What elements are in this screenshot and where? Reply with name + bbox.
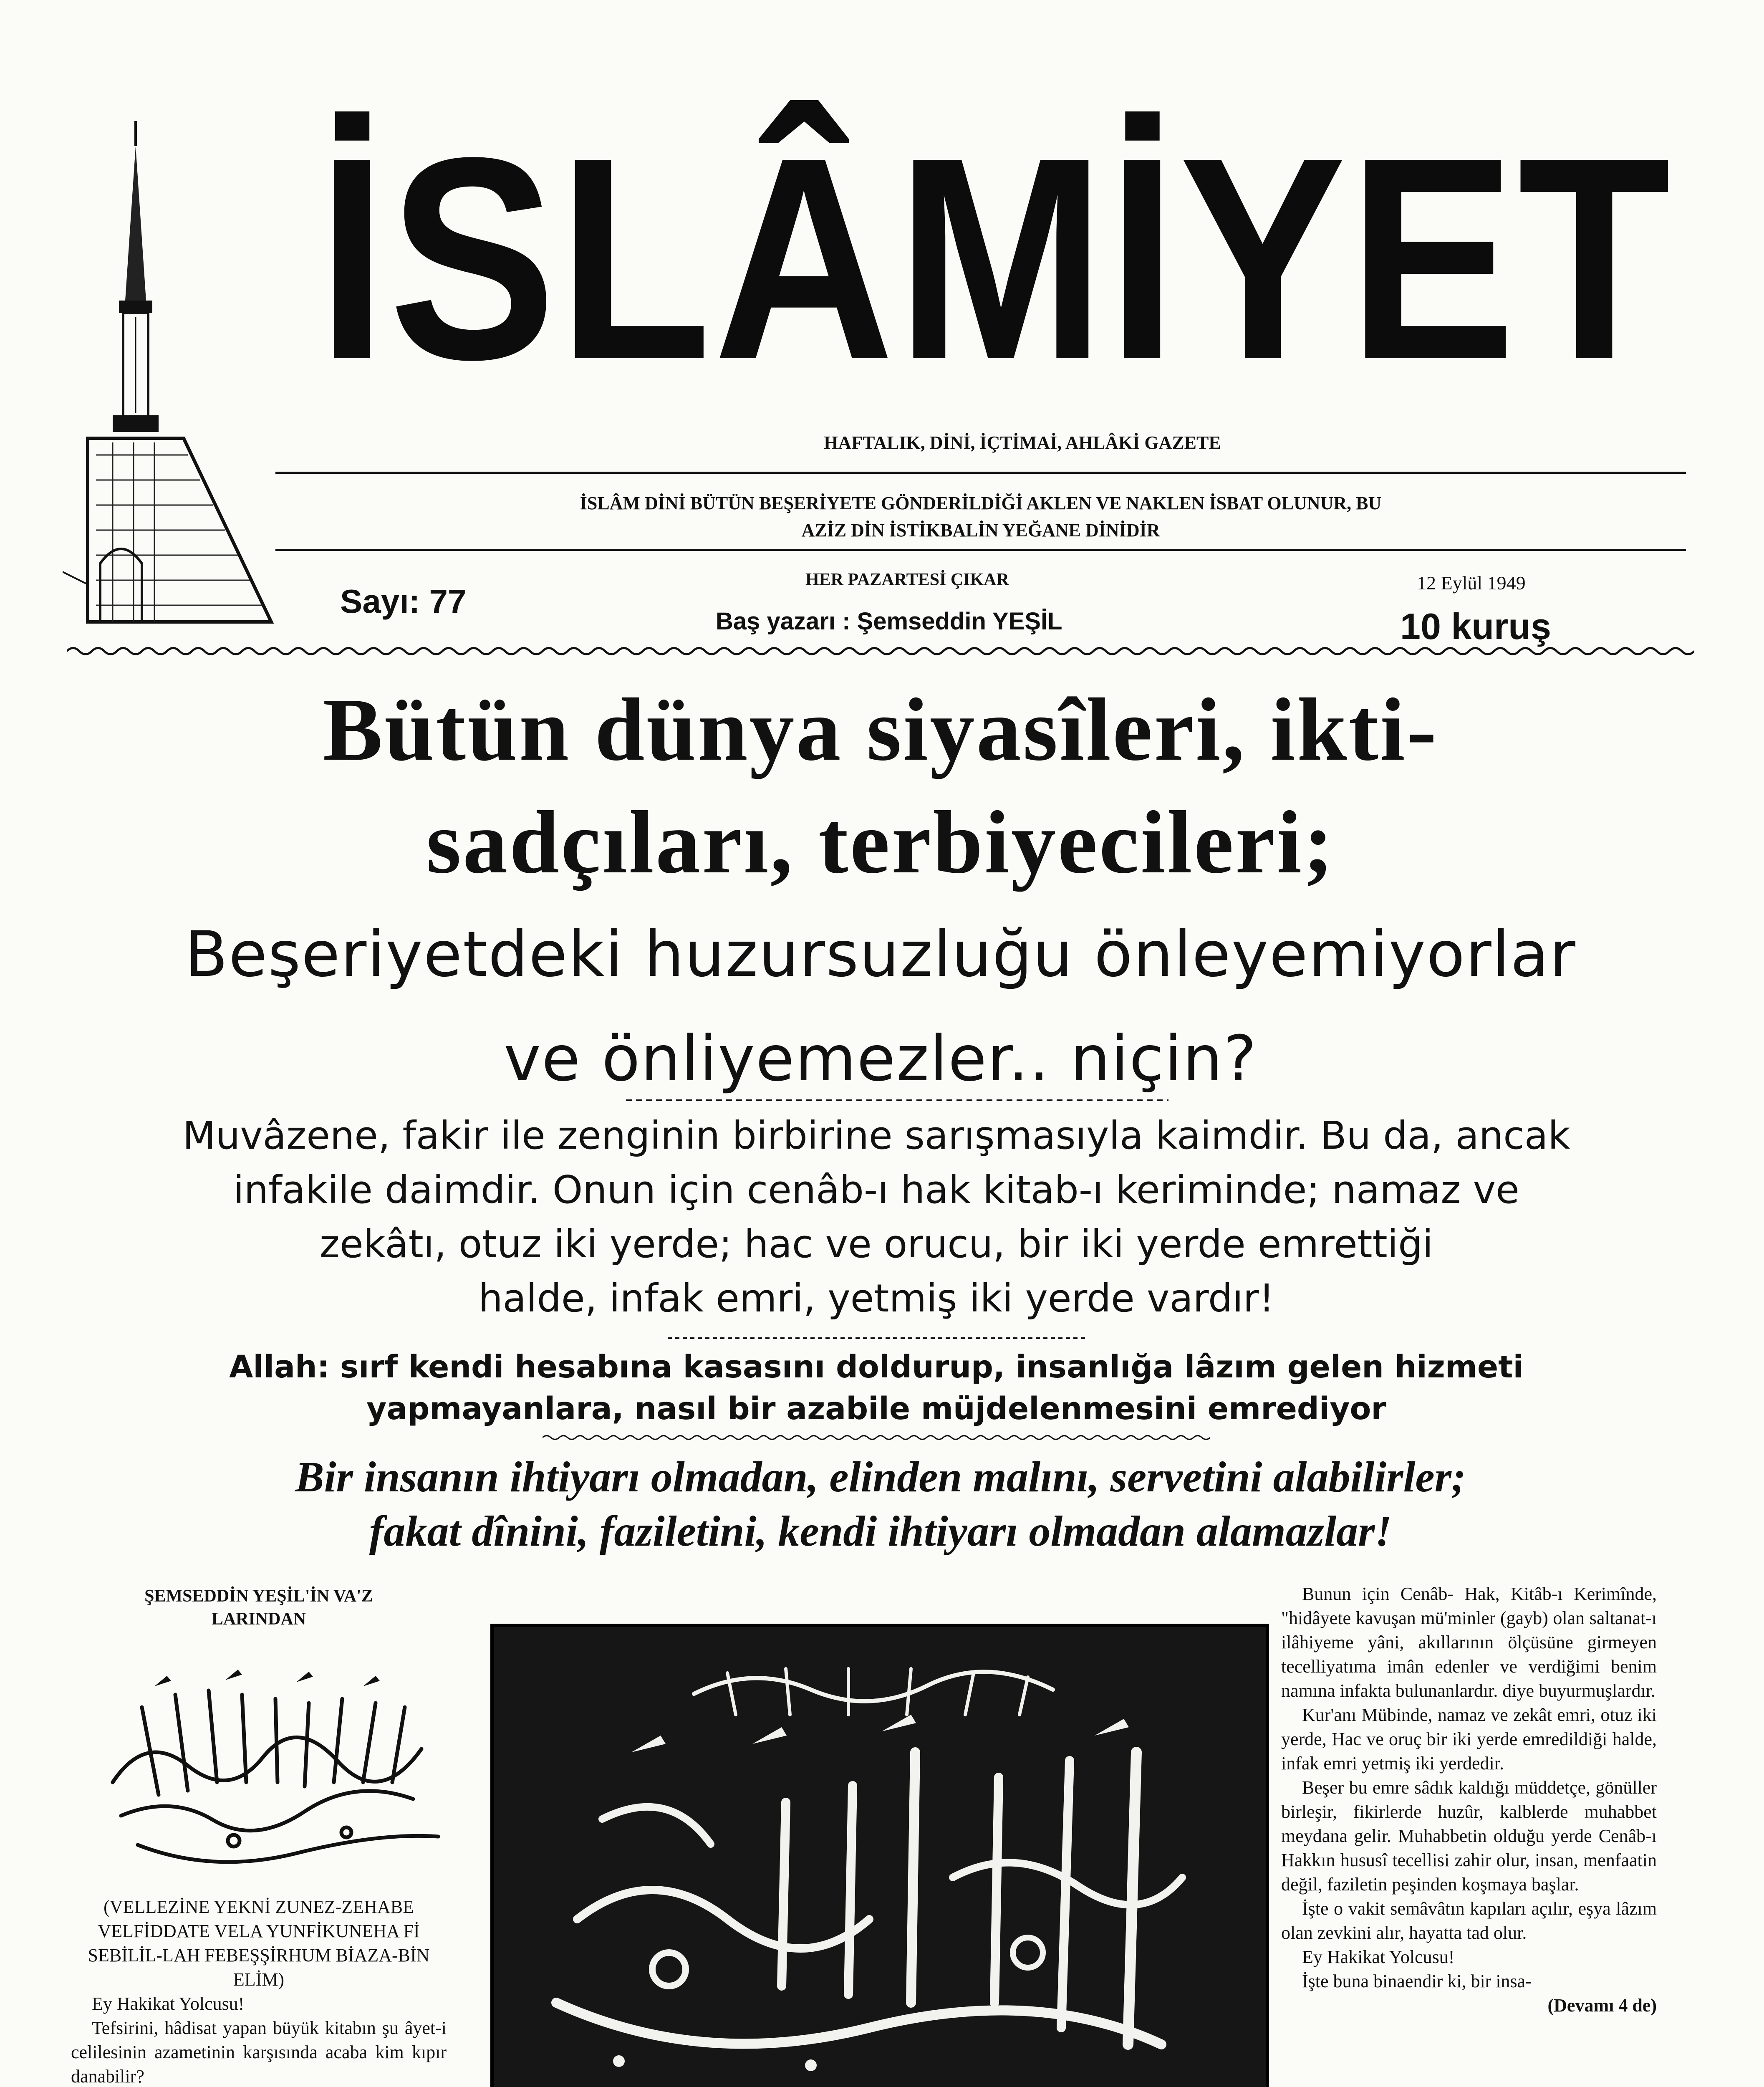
col4-paragraph-5: Ey Hakikat Yolcusu! [1302, 1947, 1455, 1967]
col4-paragraph-6: İşte buna binaendir ki, bir insa- [1302, 1971, 1532, 1991]
masthead-motto-line2: AZİZ DİN İSTİKBALİN YEĞANE DİNİDİR [801, 520, 1160, 541]
col4-paragraph-2: Kur'anı Mübinde, namaz ve zekât emri, otuz iki yerde, Hac ve oruç bir iki yerde emredildiği halde, infak emri yetmiş iki yerdedir. [1281, 1705, 1657, 1774]
masthead-rule-top [275, 472, 1686, 474]
masthead-tagline: HAFTALIK, DİNİ, İÇTİMAİ, AHLÂKİ GAZETE [824, 432, 1221, 453]
calligraphy-plate [490, 1624, 1269, 2087]
ornament-divider-2 [668, 1334, 1085, 1343]
ornament-wave-small [543, 1434, 1210, 1441]
issue-number: Sayı: 77 [340, 583, 467, 620]
publication-frequency: HER PAZARTESİ ÇIKAR [805, 570, 1009, 589]
headline-line1: Bütün dünya siyasîleri, ikti- [323, 680, 1438, 779]
selamun-calligraphy [494, 1627, 1259, 2087]
allah-line2: yapmayanlara, nasıl bir azabile müjdelenmesini emrediyor [366, 1391, 1386, 1427]
minaret-illustration [63, 121, 280, 630]
wavy-separator [67, 645, 1694, 657]
column-4 [1281, 1582, 1657, 2018]
chief-editor: Baş yazarı : Şemseddin YEŞİL [716, 608, 1062, 635]
subheadline-line2: ve önliyemezler.. niçin? [504, 1023, 1257, 1095]
issue-date: 12 Eylül 1949 [1417, 572, 1526, 594]
price: 10 kuruş [1400, 606, 1551, 647]
lead-line4: halde, infak emri, yetmiş iki yerde vardır! [478, 1276, 1274, 1321]
quote-line2: fakat dînini, faziletini, kendi ihtiyarı olmadan alamazlar! [369, 1507, 1392, 1555]
verse-transliteration: (VELLEZİNE YEKNİ ZUNEZ-ZEHABE VELFİDDATE VELA YUNFİKUNEHA Fİ SEBİLİL-LAH FEBEŞŞİRHUM BİAZA-BİN ELİM) [88, 1897, 430, 1990]
col4-paragraph-3: Beşer bu emre sâdık kaldığı müddetçe, gönüller birleşir, fikirlerde huzûr, kalblerde muhabbet meydana gelir. Muhabbetin olduğu yerde Cenâb-ı Hakkın hususî tecellisi zahir olur, insan, menfaatin değil, faziletin peşinden koşmaya başlar. [1281, 1777, 1657, 1895]
byline-line2: LARINDAN [211, 1609, 306, 1629]
headline-line2: sadçıları, terbiyecileri; [426, 792, 1335, 892]
masthead-motto-line1: İSLÂM DİNİ BÜTÜN BEŞERİYETE GÖNDERİLDİĞİ AKLEN VE NAKLEN İSBAT OLUNUR, BU [580, 493, 1382, 513]
column-1 [71, 1895, 447, 2087]
lead-line3: zekâtı, otuz iki yerde; hac ve orucu, bir iki yerde emrettiği [319, 1222, 1433, 1266]
col4-paragraph-1: Bunun için Cenâb- Hak, Kitâb-ı Kerimînde, "hidâyete kavuşan mü'minler (gayb) olan saltanat-ı ilâhiyeme yâni, akıllarının ölçüsüne girmeyen tecelliyatıma imân edenler ve verdiğimi benim namına infakta bulunanlardır. diye buyurmuşlardır. [1281, 1584, 1657, 1701]
continuation-note: (Devamı 4 de) [1547, 1995, 1657, 2016]
allah-line1: Allah: sırf kendi hesabına kasasını doldurup, insanlığa lâzım gelen hizmeti [229, 1349, 1524, 1385]
lead-line2: infakile daimdir. Onun için cenâb-ı hak kitab-ı keriminde; namaz ve [233, 1167, 1519, 1212]
col4-paragraph-4: İşte o vakit semâvâtın kapıları açılır, eşya lâzım olan zevkini alır, hayatta tad olur. [1281, 1898, 1657, 1943]
masthead-title: İSLÂMİYET [317, 98, 1673, 419]
lead-line1: Muvâzene, fakir ile zenginin birbirine sarışmasıyla kaimdir. Bu da, ancak [182, 1113, 1570, 1158]
ornament-divider [626, 1096, 1168, 1105]
masthead-rule-bottom [275, 549, 1686, 551]
quote-line1: Bir insanın ihtiyarı olmadan, elinden malını, servetini alabilirler; [295, 1453, 1466, 1501]
basmala-calligraphy [88, 1657, 455, 1882]
col1-paragraph-1: Ey Hakikat Yolcusu! [92, 1994, 245, 2014]
subheadline-line1: Beşeriyetdeki huzursuzluğu önleyemiyorlar [185, 918, 1576, 991]
col1-paragraph-2: Tefsirini, hâdisat yapan büyük kitabın şu âyet-i celilesinin azametinin karşısında acaba kim kıpır danabilir? [71, 2018, 447, 2087]
byline-line1: ŞEMSEDDİN YEŞİL'İN VA'Z [144, 1587, 373, 1606]
